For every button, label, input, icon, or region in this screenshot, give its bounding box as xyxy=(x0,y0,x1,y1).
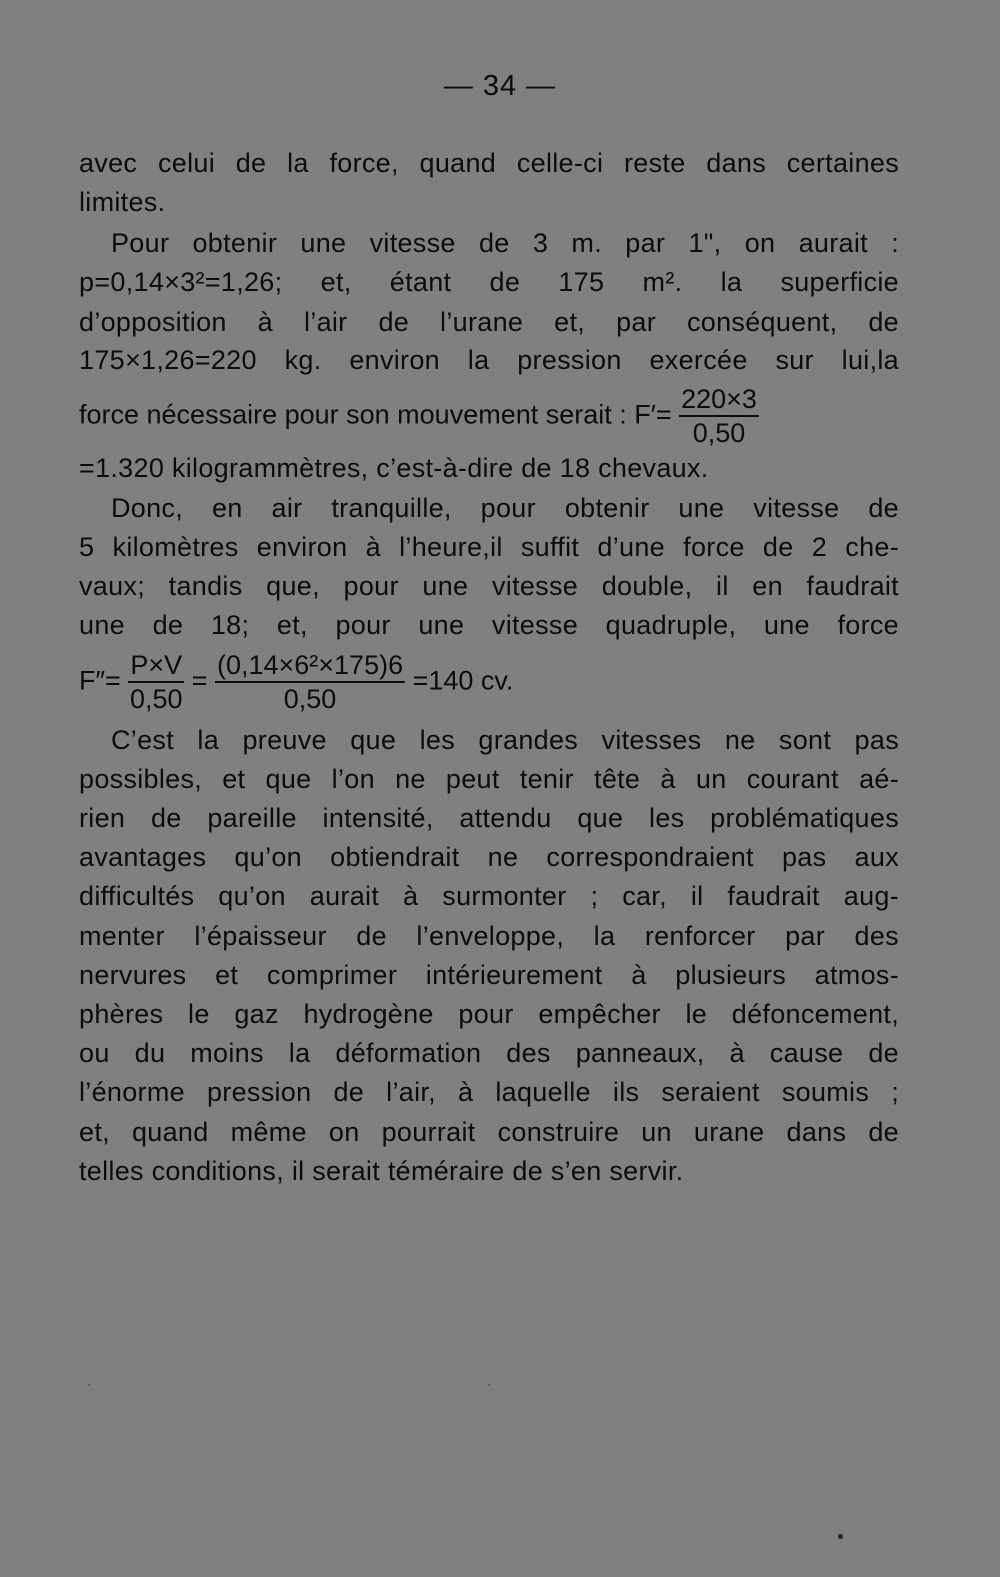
text-line: ou du moins la déformation des panneaux, à cause de xyxy=(79,1038,899,1068)
text-line: phères le gaz hydrogène pour empêcher le défoncement, xyxy=(79,999,899,1029)
text-line: possibles, et que l’on ne peut tenir tête à un courant aé- xyxy=(79,764,899,794)
text-line: d’opposition à l’air de l’urane et, par conséquent, de xyxy=(79,307,899,337)
equation-lhs: F″= xyxy=(79,665,121,696)
text-line: Pour obtenir une vitesse de 3 m. par 1", on aurait : xyxy=(111,228,899,258)
text-line: 175×1,26=220 kg. environ la pression exercée sur lui,la xyxy=(79,345,899,375)
text-line: vaux; tandis que, pour une vitesse double, il en faudrait xyxy=(79,571,899,601)
force-equation-line xyxy=(79,386,759,447)
text-line: p=0,14×3²=1,26; et, étant de 175 m². la superficie xyxy=(79,267,899,297)
fraction xyxy=(128,652,184,713)
text-line: menter l’épaisseur de l’enveloppe, la renforcer par des xyxy=(79,921,899,951)
fraction-denominator: 0,50 xyxy=(283,684,337,714)
equation-rhs: =140 cv. xyxy=(412,665,514,696)
text-line: Donc, en air tranquille, pour obtenir une vitesse de xyxy=(111,493,899,523)
text-line: force nécessaire pour son mouvement serait : F′= xyxy=(79,399,672,430)
fraction-numerator: (0,14×6²×175)6 xyxy=(215,652,405,683)
equals-sign: = xyxy=(191,665,208,696)
text-line: 5 kilomètres environ à l’heure,il suffit d’une force de 2 che- xyxy=(79,532,899,562)
ink-speck xyxy=(838,1534,843,1539)
fraction-denominator: 0,50 xyxy=(692,418,746,448)
ink-speck xyxy=(88,1384,90,1386)
text-line: limites. xyxy=(79,187,166,217)
text-line: =1.320 kilogrammètres, c’est-à-dire de 18 chevaux. xyxy=(79,453,709,483)
text-line: telles conditions, il serait téméraire de s’en servir. xyxy=(79,1156,684,1186)
fraction xyxy=(679,386,759,447)
power-equation xyxy=(79,652,513,713)
text-line: et, quand même on pourrait construire un urane dans de xyxy=(79,1117,899,1147)
text-line: nervures et comprimer intérieurement à plusieurs atmos- xyxy=(79,960,899,990)
text-line: avec celui de la force, quand celle-ci reste dans certaines xyxy=(79,148,899,178)
ink-speck xyxy=(488,1384,490,1386)
text-line: l’énorme pression de l’air, à laquelle ils seraient soumis ; xyxy=(79,1077,899,1107)
text-line: une de 18; et, pour une vitesse quadruple, une force xyxy=(79,610,899,640)
fraction-numerator: P×V xyxy=(128,652,184,683)
fraction xyxy=(215,652,405,713)
text-line: rien de pareille intensité, attendu que les problématiques xyxy=(79,803,899,833)
text-line: C’est la preuve que les grandes vitesses ne sont pas xyxy=(111,725,899,755)
text-line: difficultés qu’on aurait à surmonter ; car, il faudrait aug- xyxy=(79,881,899,911)
fraction-numerator: 220×3 xyxy=(679,386,759,417)
fraction-denominator: 0,50 xyxy=(129,684,183,714)
text-line: avantages qu’on obtiendrait ne correspondraient pas aux xyxy=(79,842,899,872)
page-number: — 34 — xyxy=(443,70,557,102)
